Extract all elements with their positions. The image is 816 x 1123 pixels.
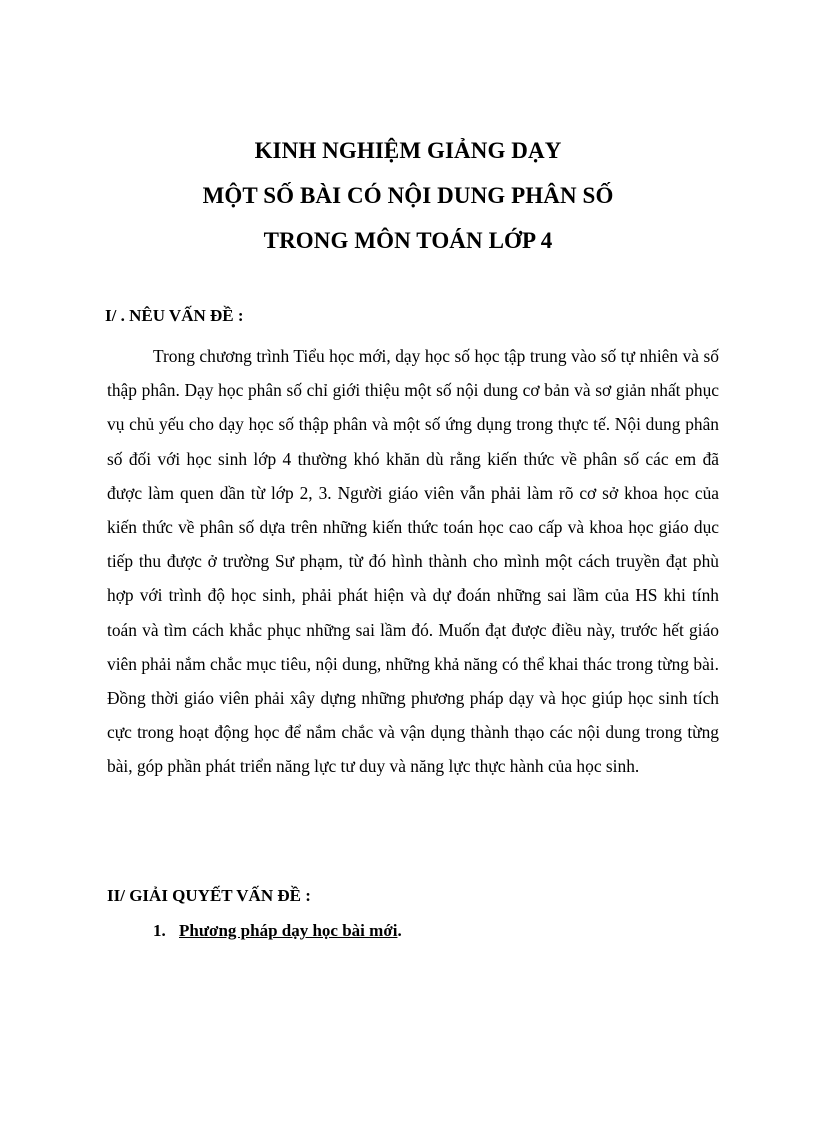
section-2-heading: II/ GIẢI QUYẾT VẤN ĐỀ : [107,886,311,905]
subsection-title-period: . [397,921,402,940]
subsection-title: Phương pháp dạy học bài mới [179,921,398,940]
subsection-number: 1. [153,921,166,940]
title-line-1: KINH NGHIỆM GIẢNG DẠY [254,138,562,163]
subsection-item [153,921,402,941]
title-line-2: MỘT SỐ BÀI CÓ NỘI DUNG PHÂN SỐ [202,183,614,208]
section-1-heading: I/ . NÊU VẤN ĐỀ : [105,306,244,325]
section-1-paragraph: Trong chương trình Tiểu học mới, dạy học số học tập trung vào số tự nhiên và số thập phân. Dạy học phân số chỉ giới thiệu một số nội dung cơ bản và sơ giản nhất phục vụ chủ yếu cho dạy học số thập phân và một số ứng dụng trong thực tế. Nội dung phân số đối với học sinh lớp 4 thường khó khăn dù rằng kiến thức về phân số các em đã được làm quen dần từ lớp 2, 3. Người giáo viên vẫn phải làm rõ cơ sở khoa học của kiến thức về phân số dựa trên những kiến thức toán học cao cấp và khoa học giáo dục tiếp thu được ở trường Sư phạm, từ đó hình thành cho mình một cách truyền đạt phù hợp với trình độ học sinh, phải phát hiện và dự đoán những sai lầm của HS khi tính toán và tìm cách khắc phục những sai lầm đó. Muốn đạt được điều này, trước hết giáo viên phải nắm chắc mục tiêu, nội dung, những khả năng có thể khai thác trong từng bài. Đồng thời giáo viên phải xây dựng những phương pháp dạy và học giúp học sinh tích cực trong hoạt động học để nắm chắc và vận dụng thành thạo các nội dung trong từng bài, góp phần phát triển năng lực tư duy và năng lực thực hành của học sinh. [107,346,719,777]
title-line-3: TRONG MÔN TOÁN LỚP 4 [263,228,553,253]
